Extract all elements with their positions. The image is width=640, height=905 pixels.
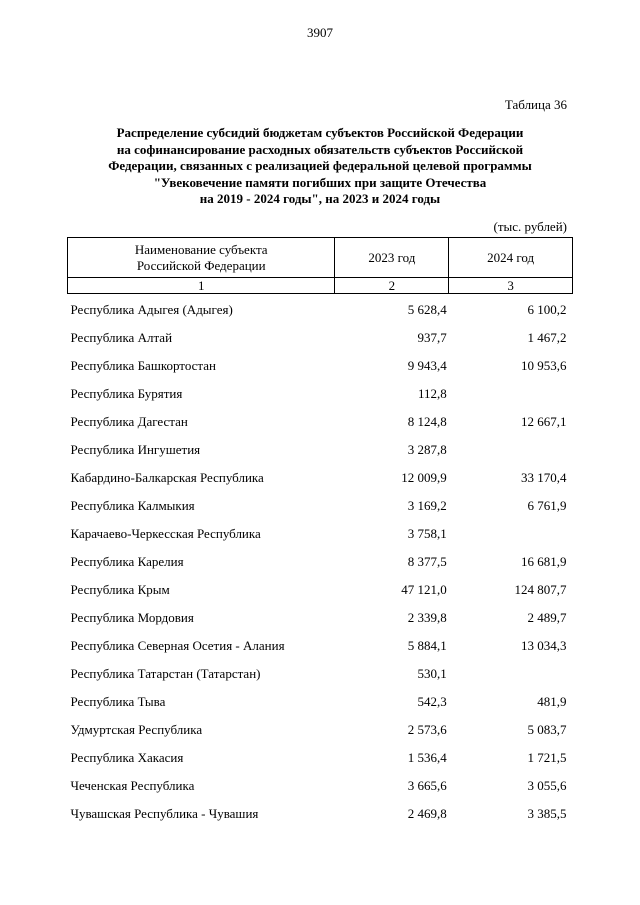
- table-row: [68, 492, 573, 520]
- subject-name-cell: Республика Тыва: [70, 694, 166, 709]
- value-2023-cell: 47 121,0: [401, 582, 447, 597]
- subject-name-cell: Республика Дагестан: [70, 414, 188, 429]
- column-number: 2: [335, 278, 449, 294]
- table-row: [68, 380, 573, 408]
- value-2024-cell: 12 667,1: [521, 414, 567, 429]
- value-2024-cell: 16 681,9: [521, 554, 567, 569]
- value-2024-cell: 1 721,5: [527, 750, 567, 765]
- subject-name-cell: Республика Калмыкия: [70, 498, 195, 513]
- subsidy-table: [67, 237, 573, 828]
- value-2023-cell: 12 009,9: [401, 470, 447, 485]
- value-2024-cell: 3 385,5: [527, 806, 567, 821]
- table-row: [68, 604, 573, 632]
- value-2023-cell: 3 169,2: [407, 498, 447, 513]
- value-2024-cell: [449, 520, 573, 548]
- table-row: [68, 464, 573, 492]
- value-2023-cell: 2 573,6: [407, 722, 447, 737]
- subject-name-cell: Республика Татарстан (Татарстан): [70, 666, 261, 681]
- subject-name-cell: Республика Башкортостан: [70, 358, 216, 373]
- value-2023-cell: 5 884,1: [407, 638, 447, 653]
- table-row: [68, 324, 573, 352]
- value-2023-cell: 8 124,8: [407, 414, 447, 429]
- title-line: Федерации, связанных с реализацией федеральной целевой программы: [108, 158, 532, 173]
- value-2023-cell: 2 339,8: [407, 610, 447, 625]
- value-2024-cell: 13 034,3: [521, 638, 567, 653]
- value-2024-cell: 6 100,2: [527, 302, 567, 317]
- subject-name-cell: Чеченская Республика: [70, 778, 195, 793]
- value-2024-cell: 6 761,9: [527, 498, 567, 513]
- table-row: [68, 800, 573, 828]
- table-row: [68, 744, 573, 772]
- header-2023: 2023 год: [335, 238, 449, 278]
- subject-name-cell: Республика Адыгея (Адыгея): [70, 302, 233, 317]
- value-2023-cell: 1 536,4: [407, 750, 447, 765]
- subject-name-cell: Республика Карелия: [70, 554, 184, 569]
- value-2024-cell: 3 055,6: [527, 778, 567, 793]
- table-row: [68, 632, 573, 660]
- table-title: [60, 125, 580, 208]
- value-2024-cell: [449, 380, 573, 408]
- column-number: 1: [68, 278, 335, 294]
- value-2023-cell: 530,1: [417, 666, 447, 681]
- value-2024-cell: 2 489,7: [527, 610, 567, 625]
- table-row: [68, 408, 573, 436]
- table-row: [68, 352, 573, 380]
- value-2024-cell: [449, 660, 573, 688]
- table-row: [68, 436, 573, 464]
- subject-name-cell: Республика Ингушетия: [70, 442, 201, 457]
- subject-name-cell: Республика Хакасия: [70, 750, 184, 765]
- page-number: 3907: [307, 25, 333, 40]
- subject-name-cell: Республика Алтай: [70, 330, 173, 345]
- header-subject-name: [68, 238, 335, 278]
- value-2023-cell: 8 377,5: [407, 554, 447, 569]
- value-2023-cell: 112,8: [417, 386, 447, 401]
- table-row: [68, 576, 573, 604]
- title-line: Распределение субсидий бюджетам субъектов Российской Федерации: [116, 125, 524, 140]
- value-2024-cell: 481,9: [537, 694, 567, 709]
- header-2024: 2024 год: [449, 238, 573, 278]
- value-2023-cell: 3 665,6: [407, 778, 447, 793]
- table-row: [68, 294, 573, 325]
- subject-name-cell: Кабардино-Балкарская Республика: [70, 470, 264, 485]
- subject-name-cell: Республика Мордовия: [70, 610, 194, 625]
- value-2024-cell: 124 807,7: [514, 582, 567, 597]
- table-row: [68, 548, 573, 576]
- table-row: [68, 688, 573, 716]
- subject-name-cell: Карачаево-Черкесская Республика: [70, 526, 261, 541]
- title-line: "Увековечение памяти погибших при защите Отечества: [153, 174, 487, 190]
- subject-name-cell: Удмуртская Республика: [70, 722, 203, 737]
- value-2023-cell: 542,3: [417, 694, 447, 709]
- value-2024-cell: 1 467,2: [527, 330, 567, 345]
- value-2023-cell: 2 469,8: [407, 806, 447, 821]
- value-2024-cell: 33 170,4: [521, 470, 567, 485]
- value-2023-cell: 5 628,4: [407, 302, 447, 317]
- subject-name-cell: Республика Бурятия: [70, 386, 183, 401]
- header-row: [68, 238, 573, 278]
- column-number-row: [68, 278, 573, 294]
- value-2023-cell: 9 943,4: [407, 358, 447, 373]
- value-2024-cell: 5 083,7: [527, 722, 567, 737]
- value-2023-cell: 937,7: [417, 330, 447, 345]
- value-2023-cell: 3 758,1: [407, 526, 447, 541]
- value-2024-cell: 10 953,6: [521, 358, 567, 373]
- subject-name-cell: Чувашская Республика - Чувашия: [70, 806, 259, 821]
- subject-name-cell: Республика Крым: [70, 582, 170, 597]
- table-row: [68, 520, 573, 548]
- value-2023-cell: 3 287,8: [407, 442, 447, 457]
- table-row: [68, 660, 573, 688]
- table-row: [68, 772, 573, 800]
- value-2024-cell: [449, 436, 573, 464]
- table-row: [68, 716, 573, 744]
- subject-name-cell: Республика Северная Осетия - Алания: [70, 638, 285, 653]
- units-label: (тыс. рублей): [493, 219, 567, 234]
- title-line: на софинансирование расходных обязательств субъектов Российской: [116, 141, 524, 157]
- title-line: на 2019 - 2024 годы", на 2023 и 2024 годы: [199, 191, 441, 206]
- header-name-line: Российской Федерации: [136, 257, 266, 273]
- column-number: 3: [449, 278, 573, 294]
- table-label: Таблица 36: [504, 97, 567, 112]
- header-name-line: Наименование субъекта: [134, 241, 268, 257]
- table-body: [68, 294, 573, 829]
